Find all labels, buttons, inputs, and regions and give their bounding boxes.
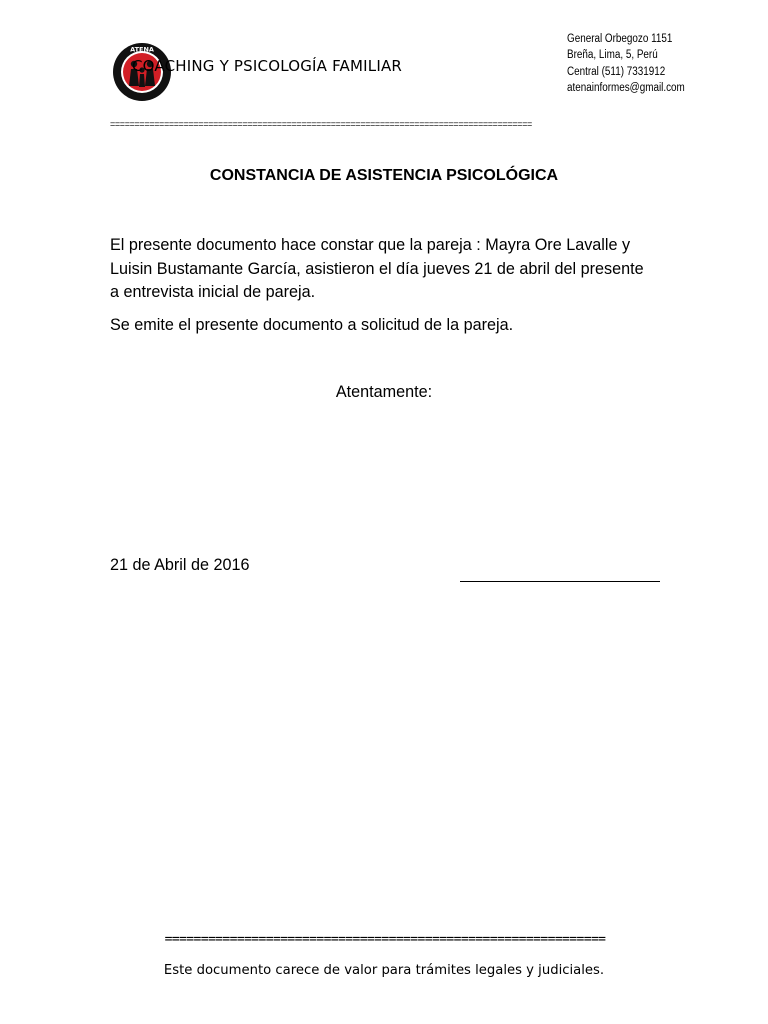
closing-salutation: Atentamente:: [335, 383, 433, 401]
document-title: CONSTANCIA DE ASISTENCIA PSICOLÓGICA: [209, 167, 559, 184]
body-paragraph-2: Se emite el presente documento a solicitud de la pareja.: [110, 316, 514, 334]
body-paragraph-1: El presente documento hace constar que la pareja : Mayra Ore Lavalle y Luisin Bustamante García, asistieron el día jueves 21 de abril del presente a entrevista inicial de pareja.: [110, 236, 644, 301]
footer-divider: =============================================================: [164, 932, 606, 947]
address-city: Breña, Lima, 5, Perú: [567, 49, 658, 62]
logo-arc-text: ATENA: [130, 45, 154, 54]
logo-text: COACHING Y PSICOLOGÍA FAMILIAR: [132, 57, 403, 75]
address-block: [567, 31, 685, 96]
address-phone: Central (511) 7331912: [567, 65, 666, 78]
address-email: atenainformes@gmail.com: [567, 81, 685, 94]
footer-disclaimer: Este documento carece de valor para trámites legales y judiciales.: [163, 963, 605, 978]
header-divider: ======================================================================================: [110, 119, 532, 129]
document-date: 21 de Abril de 2016: [110, 556, 250, 574]
signature-line: [460, 581, 660, 582]
address-street: General Orbegozo 1151: [567, 33, 673, 45]
